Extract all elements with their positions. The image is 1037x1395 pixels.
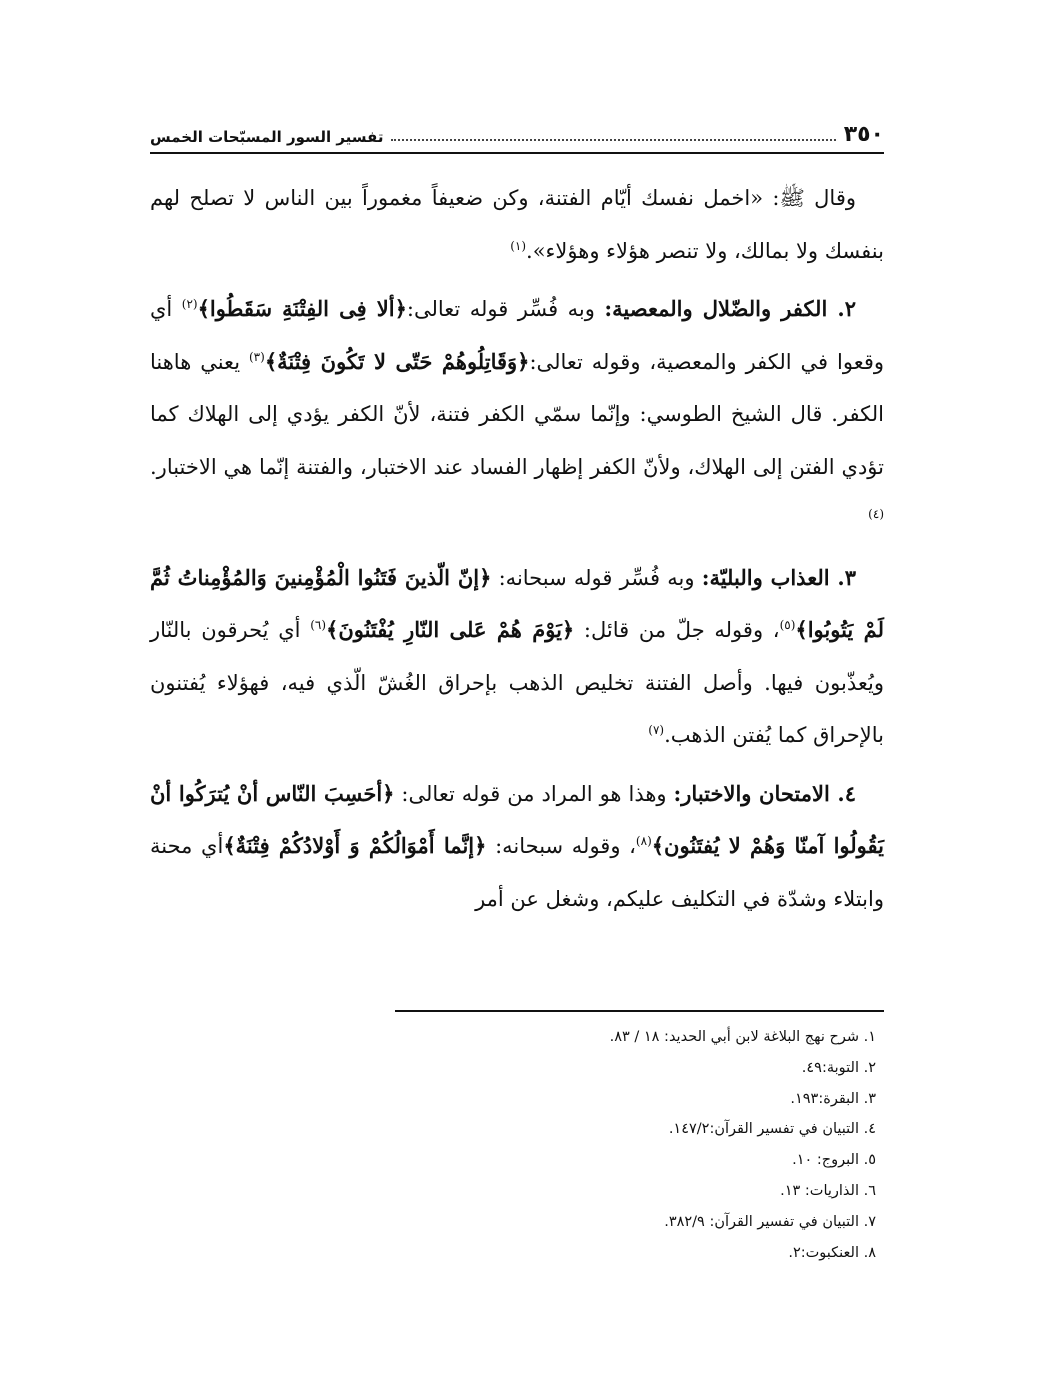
footnote-item: ٢. التوبة:٤٩. [801,1059,876,1076]
footnote-item: ٦. الذاريات: ١٣. [780,1182,876,1199]
footnote-ref: (٨) [635,834,652,848]
footnote-ref: (٣) [248,349,265,364]
paragraph-text: أي وقعوا في الكفر والمعصية، وقوله تعالى: [150,297,885,374]
quran-verse: ﴿ألا فِى الفِتْنَةِ سَقَطُوا﴾ [197,296,407,321]
paragraph-hadith [150,172,884,277]
main-text [150,172,884,931]
paragraph-text: وهذا هو المراد من قوله تعالى: [394,781,674,806]
quran-verse: ﴿أحَسِبَ النّاس أنْ يُترَكُوا أنْ يَقُولُوا آمنّا وَهُمْ لا يُفتَنُون﴾ [150,780,884,858]
footnote-rule [395,1010,884,1012]
paragraph-text: ، وقوله جلّ من قائل: [574,618,780,642]
paragraph-text: أي يُحرقون بالنّار ويُعذّبون فيها. وأصل الفتنة تخليص الذهب بإحراق الغُشّ الّذي فيه، فهؤلاء يُفتنون بالإحراق كما يُفتن الذهب. [150,618,884,747]
page-header [150,108,884,148]
section-heading: ٤. الامتحان والاختبار: [673,780,857,806]
header-dot-leader [391,139,835,141]
section-heading: ٣. العذاب والبليّة: [701,564,857,590]
quran-verse: ﴿يَوْمَ هُمْ عَلى النّارِ يُفْتَنُونَ﴾ [326,617,575,642]
section-heading: ٢. الكفر والضّلال والمعصية: [604,296,857,321]
footnote-ref: (٤) [868,507,884,521]
running-title: تفسير السور المسبّحات الخمس [150,128,384,146]
footnote-ref: (٢) [181,297,198,311]
footnote-item: ١. شرح نهج البلاغة لابن أبي الحديد: ١٨ / ٨٣. [609,1029,876,1045]
footnote-ref: (٧) [648,723,665,737]
footnote-item: ٣. البقرة:١٩٣. [790,1090,876,1107]
quran-verse: ﴿إنَّما أَمْوَالُكُمْ وَ أَوْلادُكُمْ فِتْنَةٌ﴾ [223,833,487,858]
header-rule [150,152,884,154]
footnote-item: ٤. التبيان في تفسير القرآن:١٤٧/٢. [668,1121,876,1138]
footnote-item: ٥. البروج: ١٠. [792,1152,876,1169]
footnote-ref: (٥) [779,618,796,632]
footnote-item: ٨. العنكبوت:٢. [788,1244,876,1261]
paragraph-text: وقال ﷺ: «اخمل نفسك أيّام الفتنة، وكن ضعيفاً مغموراً بين الناس لا تصلح لهم بنفسك ولا بمالك، ولا تنصر هؤلاء وهؤلاء». [150,186,884,263]
footnote-ref: (٦) [310,618,327,632]
paragraph-kufr [150,283,884,546]
paragraph-text: وبه فُسِّر قوله تعالى: [406,297,605,321]
paragraph-imtihan [150,768,884,926]
page-number: ٣٥٠ [843,122,884,147]
quran-verse: ﴿إنّ الّذينَ فَتَنُوا الْمُؤْمِنينَ وَالمُؤْمِناتُ ثُمَّ لَمْ يَتُوبُوا﴾ [150,564,884,642]
footnotes [395,1022,884,1268]
paragraph-text: يعني هاهنا الكفر. قال الشيخ الطوسي: وإنّما سمّي الكفر فتنة، لأنّ الكفر يؤدي إلى الهلاك كما تؤدي الفتن إلى الهلاك، ولأنّ الكفر إظهار الفساد عند الاختبار، والفتنة إنّما هي الاختبار. [150,349,884,479]
paragraph-text: أي محنة وابتلاء وشدّة في التكليف عليكم، وشغل عن أمر [150,834,884,911]
paragraph-text: ، وقوله سبحانه: [486,834,636,858]
footnote-item: ٧. التبيان في تفسير القرآن: ٣٨٢/٩. [664,1213,876,1230]
paragraph-adhab [150,552,884,762]
footnote-ref: (١) [510,238,527,253]
paragraph-text: وبه فُسِّر قوله سبحانه: [491,565,702,590]
quran-verse: ﴿وَقَاتِلُوهُمْ حَتّى لا تَكُونَ فِتْنَةٌ﴾ [264,348,530,374]
